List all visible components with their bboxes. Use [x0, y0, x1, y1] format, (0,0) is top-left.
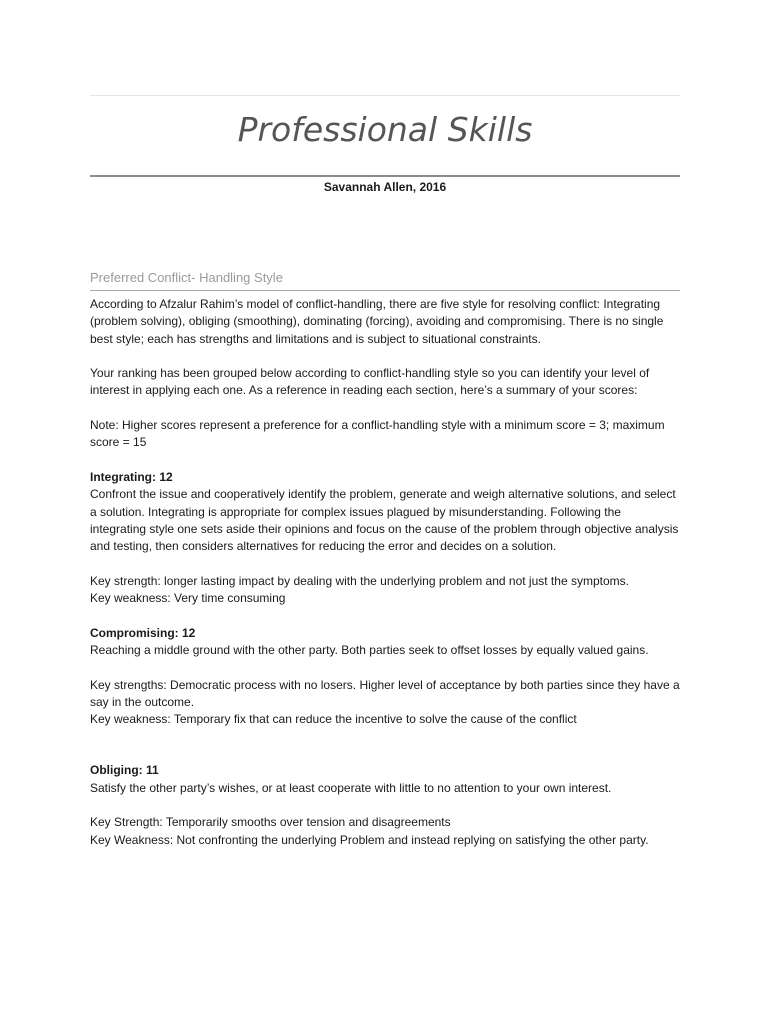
document-title: Professional Skills	[237, 110, 533, 149]
document-body	[90, 296, 680, 849]
author-line: Savannah Allen, 2016	[323, 180, 447, 194]
intro-paragraph: According to Afzalur Rahim’s model of conflict-handling, there are five style for resolving conflict: Integrating (problem solving), obliging (smoothing), dominating (forcing), avoiding and compromising. There is no single best style; each has strengths and limitations and is subject to situational constraints.	[90, 297, 664, 346]
header-divider	[90, 95, 680, 96]
integrating-heading: Integrating: 12	[90, 469, 173, 484]
compromising-weakness: Key weakness: Temporary fix that can reduce the incentive to solve the cause of the conflict	[90, 712, 577, 727]
integrating-strength: Key strength: longer lasting impact by dealing with the underlying problem and not just the symptoms.	[90, 573, 629, 588]
obliging-heading: Obliging: 11	[90, 763, 159, 778]
compromising-heading: Compromising: 12	[90, 625, 196, 640]
integrating-weakness: Key weakness: Very time consuming	[90, 591, 286, 606]
obliging-strength: Key Strength: Temporarily smooths over tension and disagreements	[90, 815, 451, 830]
obliging-description: Satisfy the other party’s wishes, or at least cooperate with little to no attention to your own interest.	[90, 780, 612, 795]
section-heading: Preferred Conflict- Handling Style	[90, 270, 283, 285]
title-underline	[90, 175, 680, 177]
integrating-description: Confront the issue and cooperatively identify the problem, generate and weigh alternative solutions, and select a solution. Integrating is appropriate for complex issues plagued by misunderstanding. Following the integrating style one sets aside their opinions and focus on the cause of the problem through objective analysis and testing, then considers alternatives for reducing the error and decides on a solution.	[90, 487, 679, 554]
compromising-description: Reaching a middle ground with the other party. Both parties seek to offset losses by equally valued gains.	[90, 642, 649, 657]
obliging-weakness: Key Weakness: Not confronting the underlying Problem and instead replying on satisfying the other party.	[90, 832, 649, 847]
compromising-strength: Key strengths: Democratic process with no losers. Higher level of acceptance by both parties since they have a say in the outcome.	[90, 677, 680, 709]
section-divider	[90, 290, 680, 291]
note-paragraph: Note: Higher scores represent a preference for a conflict-handling style with a minimum score = 3; maximum score = 15	[90, 418, 665, 450]
ranking-paragraph: Your ranking has been grouped below according to conflict-handling style so you can identify your level of interest in applying each one. As a reference in reading each section, here’s a summary of your scores:	[90, 366, 650, 398]
